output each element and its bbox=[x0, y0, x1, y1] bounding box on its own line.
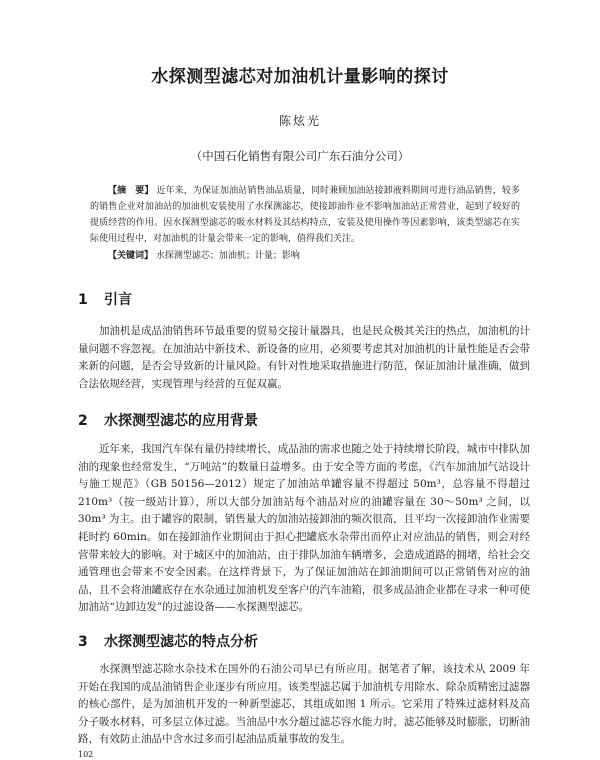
section-2-heading bbox=[78, 410, 258, 430]
section-1-heading bbox=[78, 289, 132, 309]
section-number: 1 bbox=[78, 292, 88, 308]
section-title: 水探测型滤芯的特点分析 bbox=[104, 634, 258, 650]
section-number: 2 bbox=[78, 413, 88, 429]
section-number: 3 bbox=[78, 634, 88, 650]
affiliation: （中国石化销售有限公司广东石油分公司） bbox=[190, 149, 410, 163]
abstract-label: 【摘 要】 bbox=[108, 186, 154, 196]
abstract bbox=[90, 183, 520, 264]
section-3-heading bbox=[78, 631, 258, 651]
keywords: 水探测型滤芯；加油机；计量；影响 bbox=[155, 251, 300, 261]
section-title: 水探测型滤芯的应用背景 bbox=[104, 413, 258, 429]
section-title: 引言 bbox=[104, 292, 132, 308]
section-1-paragraph: 加油机是成品油销售环节最重要的贸易交接计量器具，也是民众极其关注的热点，加油机的计量问题不容忽视。在加油站中新技术、新设备的应用，必须要考虑其对加油机的计量性能是否会带来新的问题，是否会导致新的计量风险。有针对性地采取措施进行防范，保证加油计量准确，做到合法依规经营，实现管理与经营的互促双赢。 bbox=[78, 325, 530, 390]
author: 陈炫光 bbox=[278, 114, 321, 128]
section-3-paragraph: 水探测型滤芯除水杂技术在国外的石油公司早已有所应用。据笔者了解，该技术从 2009 年开始在我国的成品油销售企业逐步有所应用。该类型滤芯属于加油机专用除水、除杂质精密过滤器的核心部件，是为加油机开发的一种新型滤芯，其组成如图 1 所示。它采用了特殊过滤材料及高分子吸水材料，可多层立体过滤。当油品中水分超过滤芯容水能力时，滤芯能够及时膨胀，切断油路，有效防止油品中含水过多而引起油品质量事故的发生。 bbox=[78, 663, 530, 746]
abstract-text: 近年来，为保证加油站销售油品质量，同时兼顾加油站接卸液料期间可进行油品销售，较多的销售企业对加油站的加油机安装使用了水探测滤芯，使接卸油作业不影响加油站正常营业，起到了较好的提质经营的作用。因水探测型滤芯的吸水材料及其结构特点，安装及使用操作等因素影响，该类型滤芯在实际使用过程中，对加油机的计量会带来一定的影响，值得我们关注。 bbox=[90, 186, 520, 244]
keywords-label: 【关键词】 bbox=[108, 251, 154, 261]
page-number: 102 bbox=[78, 750, 94, 759]
page-title: 水探测型滤芯对加油机计量影响的探讨 bbox=[151, 67, 449, 87]
section-2-paragraph: 近年来，我国汽车保有量仍持续增长，成品油的需求也随之处于持续增长阶段，城市中排队加油的现象也经常发生，“万吨站”的数量日益增多。由于安全等方面的考虑，《汽车加油加气站设计与施工规范》（GB 50156—2012）规定了加油站单罐容量不得超过 50m³，总容量不得超过 210m³（按一级站计算），所以大部分加油站每个油品对应的油罐容量在 30～50m³ 之间，以 30m³ 为主。由于罐容的限制，销售量大的加油站接卸油的频次很高，且平均一次接卸油作业需要耗时约 60min。如在接卸油作业期间由于担心把罐底水杂带出而停止对应油品的销售，则会对经营带来较大的影响。对于城区中的加油站，由于排队加油车辆增多，会造成道路的拥堵，给社会交通管理也会带来不安全因素。在这样背景下，为了保证加油站在卸油期间可以正常销售对应的油品，且不会将油罐底存在水杂通过加油机发至客户的汽车油箱，很多成品油企业都在寻求一种可使加油站“边卸边发”的过滤设备——水探测型滤芯。 bbox=[78, 443, 530, 614]
